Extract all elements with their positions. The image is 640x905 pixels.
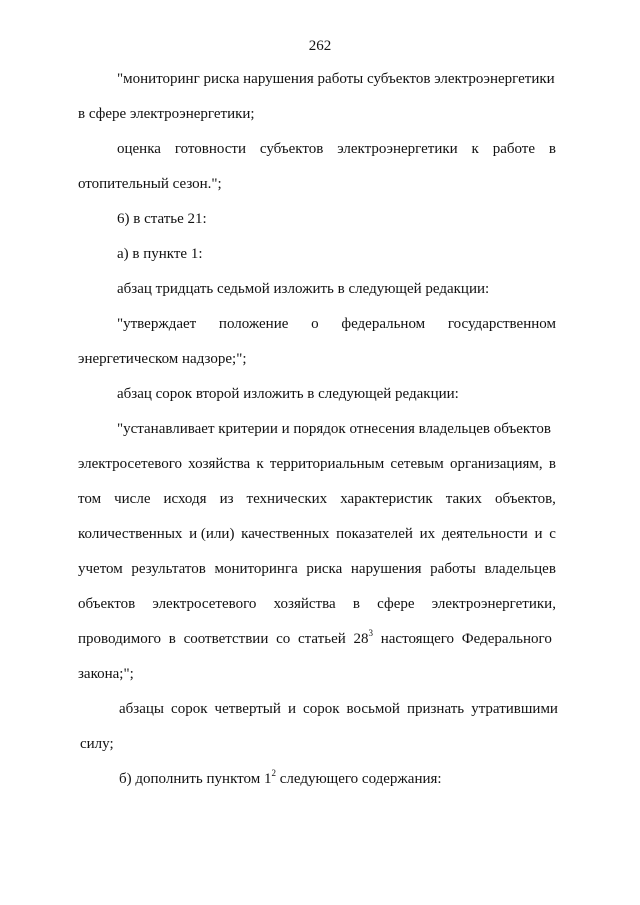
text-line-13: том числе исходя из технических характеристик таких объектов,	[78, 491, 556, 507]
text-line-21: б) дополнить пунктом $1^2$ следующего содержания:	[119, 768, 442, 787]
text-line-12: электросетевого хозяйства к территориальным сетевым организациям, в	[78, 456, 556, 472]
text-line-20: силу;	[80, 736, 114, 752]
page-number: 262	[308, 38, 332, 54]
text-line-9: энергетическом надзоре;";	[78, 351, 247, 367]
superscript: 3	[368, 628, 373, 638]
text-line-11: "устанавливает критерии и порядок отнесения владельцев объектов	[117, 421, 551, 437]
text-line-1: "мониторинг риска нарушения работы субъектов электроэнергетики	[117, 71, 555, 87]
text-line-2: в сфере электроэнергетики;	[78, 106, 255, 122]
text-line-17: проводимого в соответствии со статьей $28^3$ настоящего Федерального	[78, 628, 552, 647]
text-line-10: абзац сорок второй изложить в следующей редакции:	[117, 386, 459, 402]
text-line-14: количественных и (или) качественных показателей их деятельности и с	[78, 526, 556, 542]
text-line-15: учетом результатов мониторинга риска нарушения работы владельцев	[78, 561, 556, 577]
text-line-4: отопительный сезон.";	[78, 176, 222, 192]
text-line-7: абзац тридцать седьмой изложить в следующей редакции:	[117, 281, 490, 297]
text-line-18: закона;";	[78, 666, 134, 682]
text-line-3: оценка готовности субъектов электроэнергетики к работе в	[117, 141, 556, 157]
text-line-8: "утверждает положение о федеральном государственном	[117, 316, 556, 332]
superscript: 2	[271, 768, 276, 778]
text-line-5: 6) в статье 21:	[117, 211, 207, 227]
text-line-6: а) в пункте 1:	[117, 246, 203, 262]
text-line-19: абзацы сорок четвертый и сорок восьмой признать утратившими	[119, 701, 558, 717]
text-line-16: объектов электросетевого хозяйства в сфере электроэнергетики,	[78, 596, 556, 612]
